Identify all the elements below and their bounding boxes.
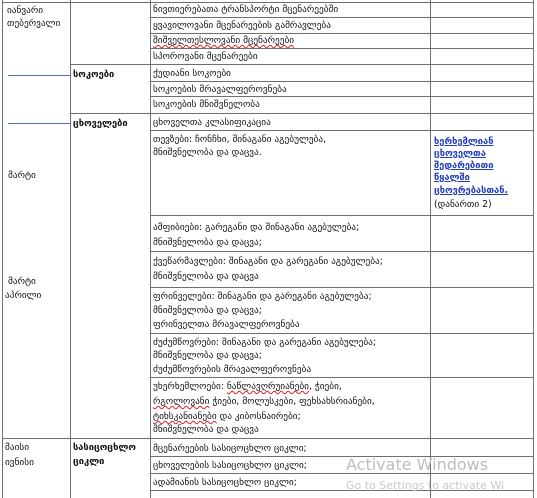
topic-text: ჭიები, მოლუსკები, ფეხსახსრიანები, <box>209 396 375 407</box>
topic-row: სოკოების მრავალფეროვნება <box>153 84 287 95</box>
topic-row: მნიშვნელობა და დაცვა <box>153 271 259 282</box>
topic-row: მცენარეების სასიცოცხლო ციკლი; <box>153 443 307 454</box>
table-border <box>150 287 533 288</box>
topic-text: ნაწლავღრუიანები <box>226 381 309 392</box>
month-march: მარტი <box>8 276 36 287</box>
topic-row: ქვეწარმავლები: შინაგანი და გარეგანი აგებულება; <box>153 256 383 267</box>
appendix-link[interactable]: ცხოვრებასთან. <box>434 185 509 196</box>
table-border <box>150 377 533 378</box>
month-april: აპრილი <box>5 290 42 301</box>
table-border <box>533 0 534 498</box>
topic-row: მნიშვნელობა და დაცვა; <box>153 237 262 248</box>
table-border <box>2 2 534 3</box>
appendix-link[interactable]: ცხოველთა <box>434 148 486 159</box>
section-lifecycle: სასიცოცხლო <box>73 442 136 453</box>
table-border <box>150 0 151 498</box>
topic-row: მნიშვნელობა და დაცვა; <box>153 305 262 316</box>
topic-row: სპოროვანი მცენარეები <box>153 51 258 62</box>
topic-text: ტიხსკანიანები <box>153 411 217 422</box>
topic-row: სოკოების მნიშვნელობა <box>153 99 260 110</box>
month-may: მაისი <box>5 442 30 453</box>
table-border <box>150 48 533 49</box>
topic-row: ძუძუმწოვრები: შინაგანი და გარეგანი აგებულება; <box>153 337 377 348</box>
blue-guide-line <box>8 75 70 76</box>
topic-text: , ჭიები, <box>309 381 342 392</box>
topic-row <box>153 411 301 423</box>
topic-row: ადამიანის სასიცოცხლო ციკლი; <box>153 477 297 488</box>
appendix-link[interactable]: წყალში <box>434 172 470 183</box>
topic-row <box>153 396 375 408</box>
topic-text: რგოლოვანი <box>153 396 210 407</box>
table-border <box>70 113 533 114</box>
table-border <box>150 333 533 334</box>
topic-text: უხერხემლოები: <box>153 381 227 392</box>
topic-row: შიშველთესლოვანი მცენარეები <box>153 35 295 46</box>
table-border <box>150 81 533 82</box>
table-border <box>2 0 3 498</box>
topic-row: მნიშვნელობა და დაცვა. <box>153 147 262 158</box>
section-animals: ცხოველები <box>73 118 128 129</box>
section-lifecycle: ციკლი <box>73 456 105 467</box>
topic-row: ამფიბიები: გარეგანი და შინაგანი აგებულება; <box>153 222 360 233</box>
blue-guide-line <box>8 123 70 124</box>
table-border <box>150 17 533 18</box>
topic-row: მნიშვნელობა და დაცვა <box>153 424 259 435</box>
table-border <box>70 0 71 498</box>
topic-row: მნიშვნელობა და დაცვა; <box>153 350 262 361</box>
topic-row: ცხოველთა კლასიფიკაცია <box>153 117 271 128</box>
topic-row: ძუძუმწოვრების მრავალფეროვნება <box>153 364 312 375</box>
table-border <box>150 215 533 216</box>
topic-row: ქუდიანი სოკოები <box>153 68 231 79</box>
table-border <box>70 64 533 65</box>
table-border <box>150 33 533 34</box>
table-border <box>2 438 534 439</box>
topic-text: და კიბოსნაირები; <box>216 411 301 422</box>
month-january: იანვარი <box>7 5 44 16</box>
activation-watermark-subtitle: Go to Settings to activate Wi <box>346 479 505 492</box>
topic-row: თევზები: ჩონჩხი, შინაგანი აგებულება, <box>153 134 327 145</box>
appendix-link[interactable]: შედარებითი <box>434 160 494 171</box>
topic-row: ფრინველები: შინაგანი და გარეგანი აგებულება; <box>153 291 372 302</box>
month-june: ივნისი <box>5 457 34 468</box>
month-march: მარტი <box>8 170 36 181</box>
month-february: თებერვალი <box>7 18 61 29</box>
topic-row: ნივთიერებათა ტრანსპორტი მცენარეებში <box>153 4 339 15</box>
appendix-link[interactable]: ხერხემლიან <box>434 136 494 147</box>
table-border <box>150 96 533 97</box>
table-border <box>150 251 533 252</box>
appendix-note: (დანართი 2) <box>434 199 492 210</box>
topic-row: ცხოველების სასიცოცხლო ციკლი; <box>153 460 307 471</box>
activation-watermark-title: Activate Windows <box>346 455 489 474</box>
topic-row: ყვავილოვანი მცენარეების გამრავლება <box>153 20 331 31</box>
topic-row: ფრინველთა მრავალფეროვნება <box>153 319 300 330</box>
topic-row <box>153 381 342 393</box>
table-border <box>430 0 431 498</box>
section-fungi: სოკოები <box>73 69 115 80</box>
table-border <box>150 130 533 131</box>
